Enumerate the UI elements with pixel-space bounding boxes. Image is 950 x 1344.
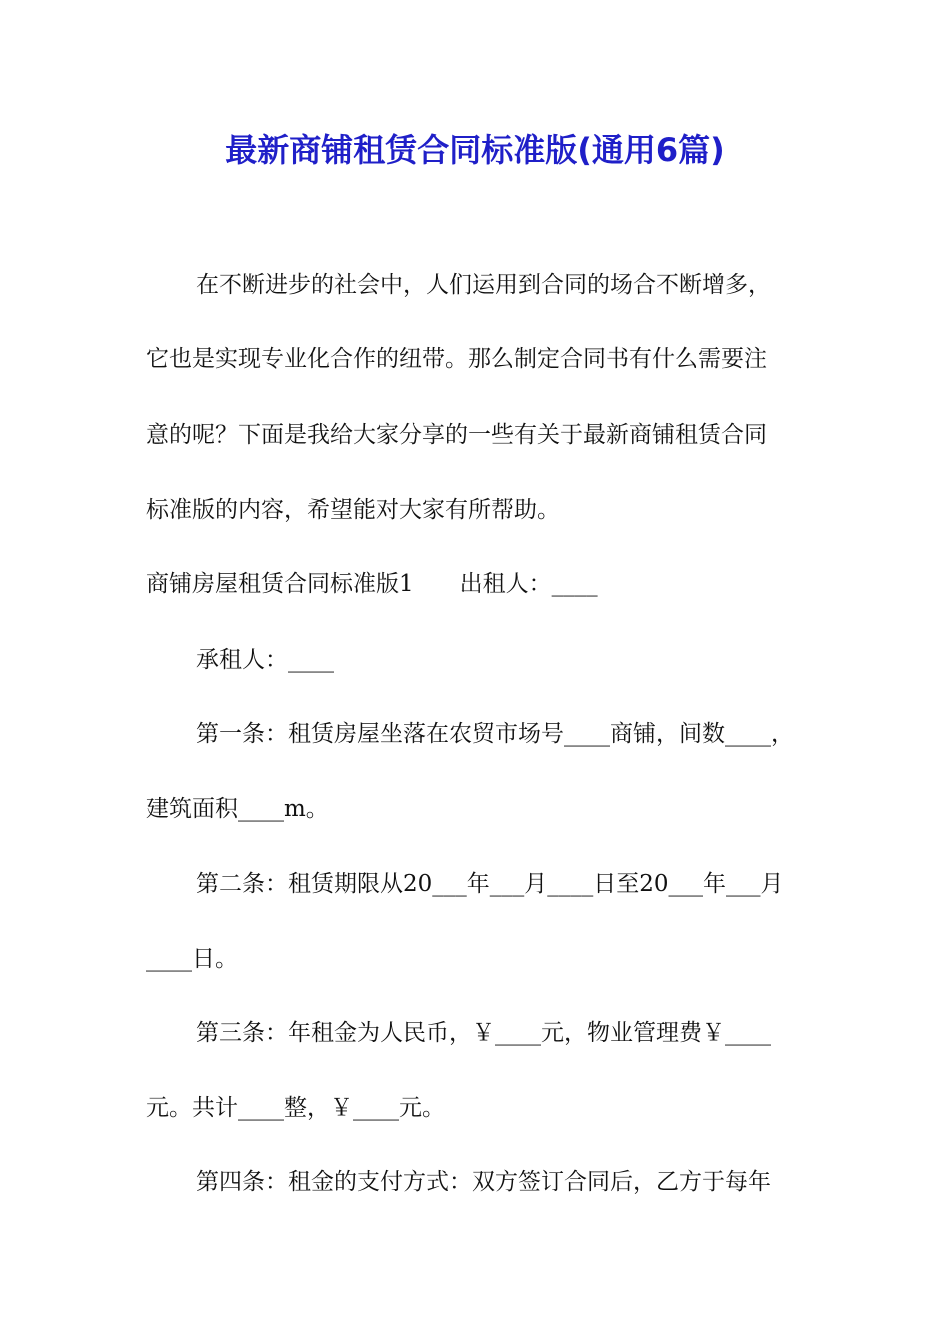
article-3-line-2: 元。共计____整，￥____元。 (146, 1095, 445, 1121)
intro-line-1: 在不断进步的社会中，人们运用到合同的场合不断增多， (196, 272, 771, 298)
intro-line-4: 标准版的内容，希望能对大家有所帮助。 (146, 497, 560, 523)
article-1-line-2: 建筑面积____m。 (146, 796, 329, 822)
article-2-line-1: 第二条：租赁期限从20___年___月____日至20___年___月 (196, 871, 784, 897)
tenant-line: 承租人：____ (196, 647, 334, 673)
intro-line-3: 意的呢？下面是我给大家分享的一些有关于最新商铺租赁合同 (146, 422, 767, 448)
article-3-line-1: 第三条：年租金为人民币，￥____元，物业管理费￥____ (196, 1020, 771, 1046)
contract-heading-line: 商铺房屋租赁合同标准版1 出租人：____ (146, 571, 598, 597)
article-1-line-1: 第一条：租赁房屋坐落在农贸市场号____商铺，间数____， (196, 721, 794, 747)
article-4-line-1: 第四条：租金的支付方式：双方签订合同后，乙方于每年 (196, 1169, 771, 1195)
document-title: 最新商铺租赁合同标准版(通用6篇) (225, 131, 725, 169)
article-2-line-2: ____日。 (146, 946, 238, 972)
intro-line-2: 它也是实现专业化合作的纽带。那么制定合同书有什么需要注 (146, 346, 767, 372)
